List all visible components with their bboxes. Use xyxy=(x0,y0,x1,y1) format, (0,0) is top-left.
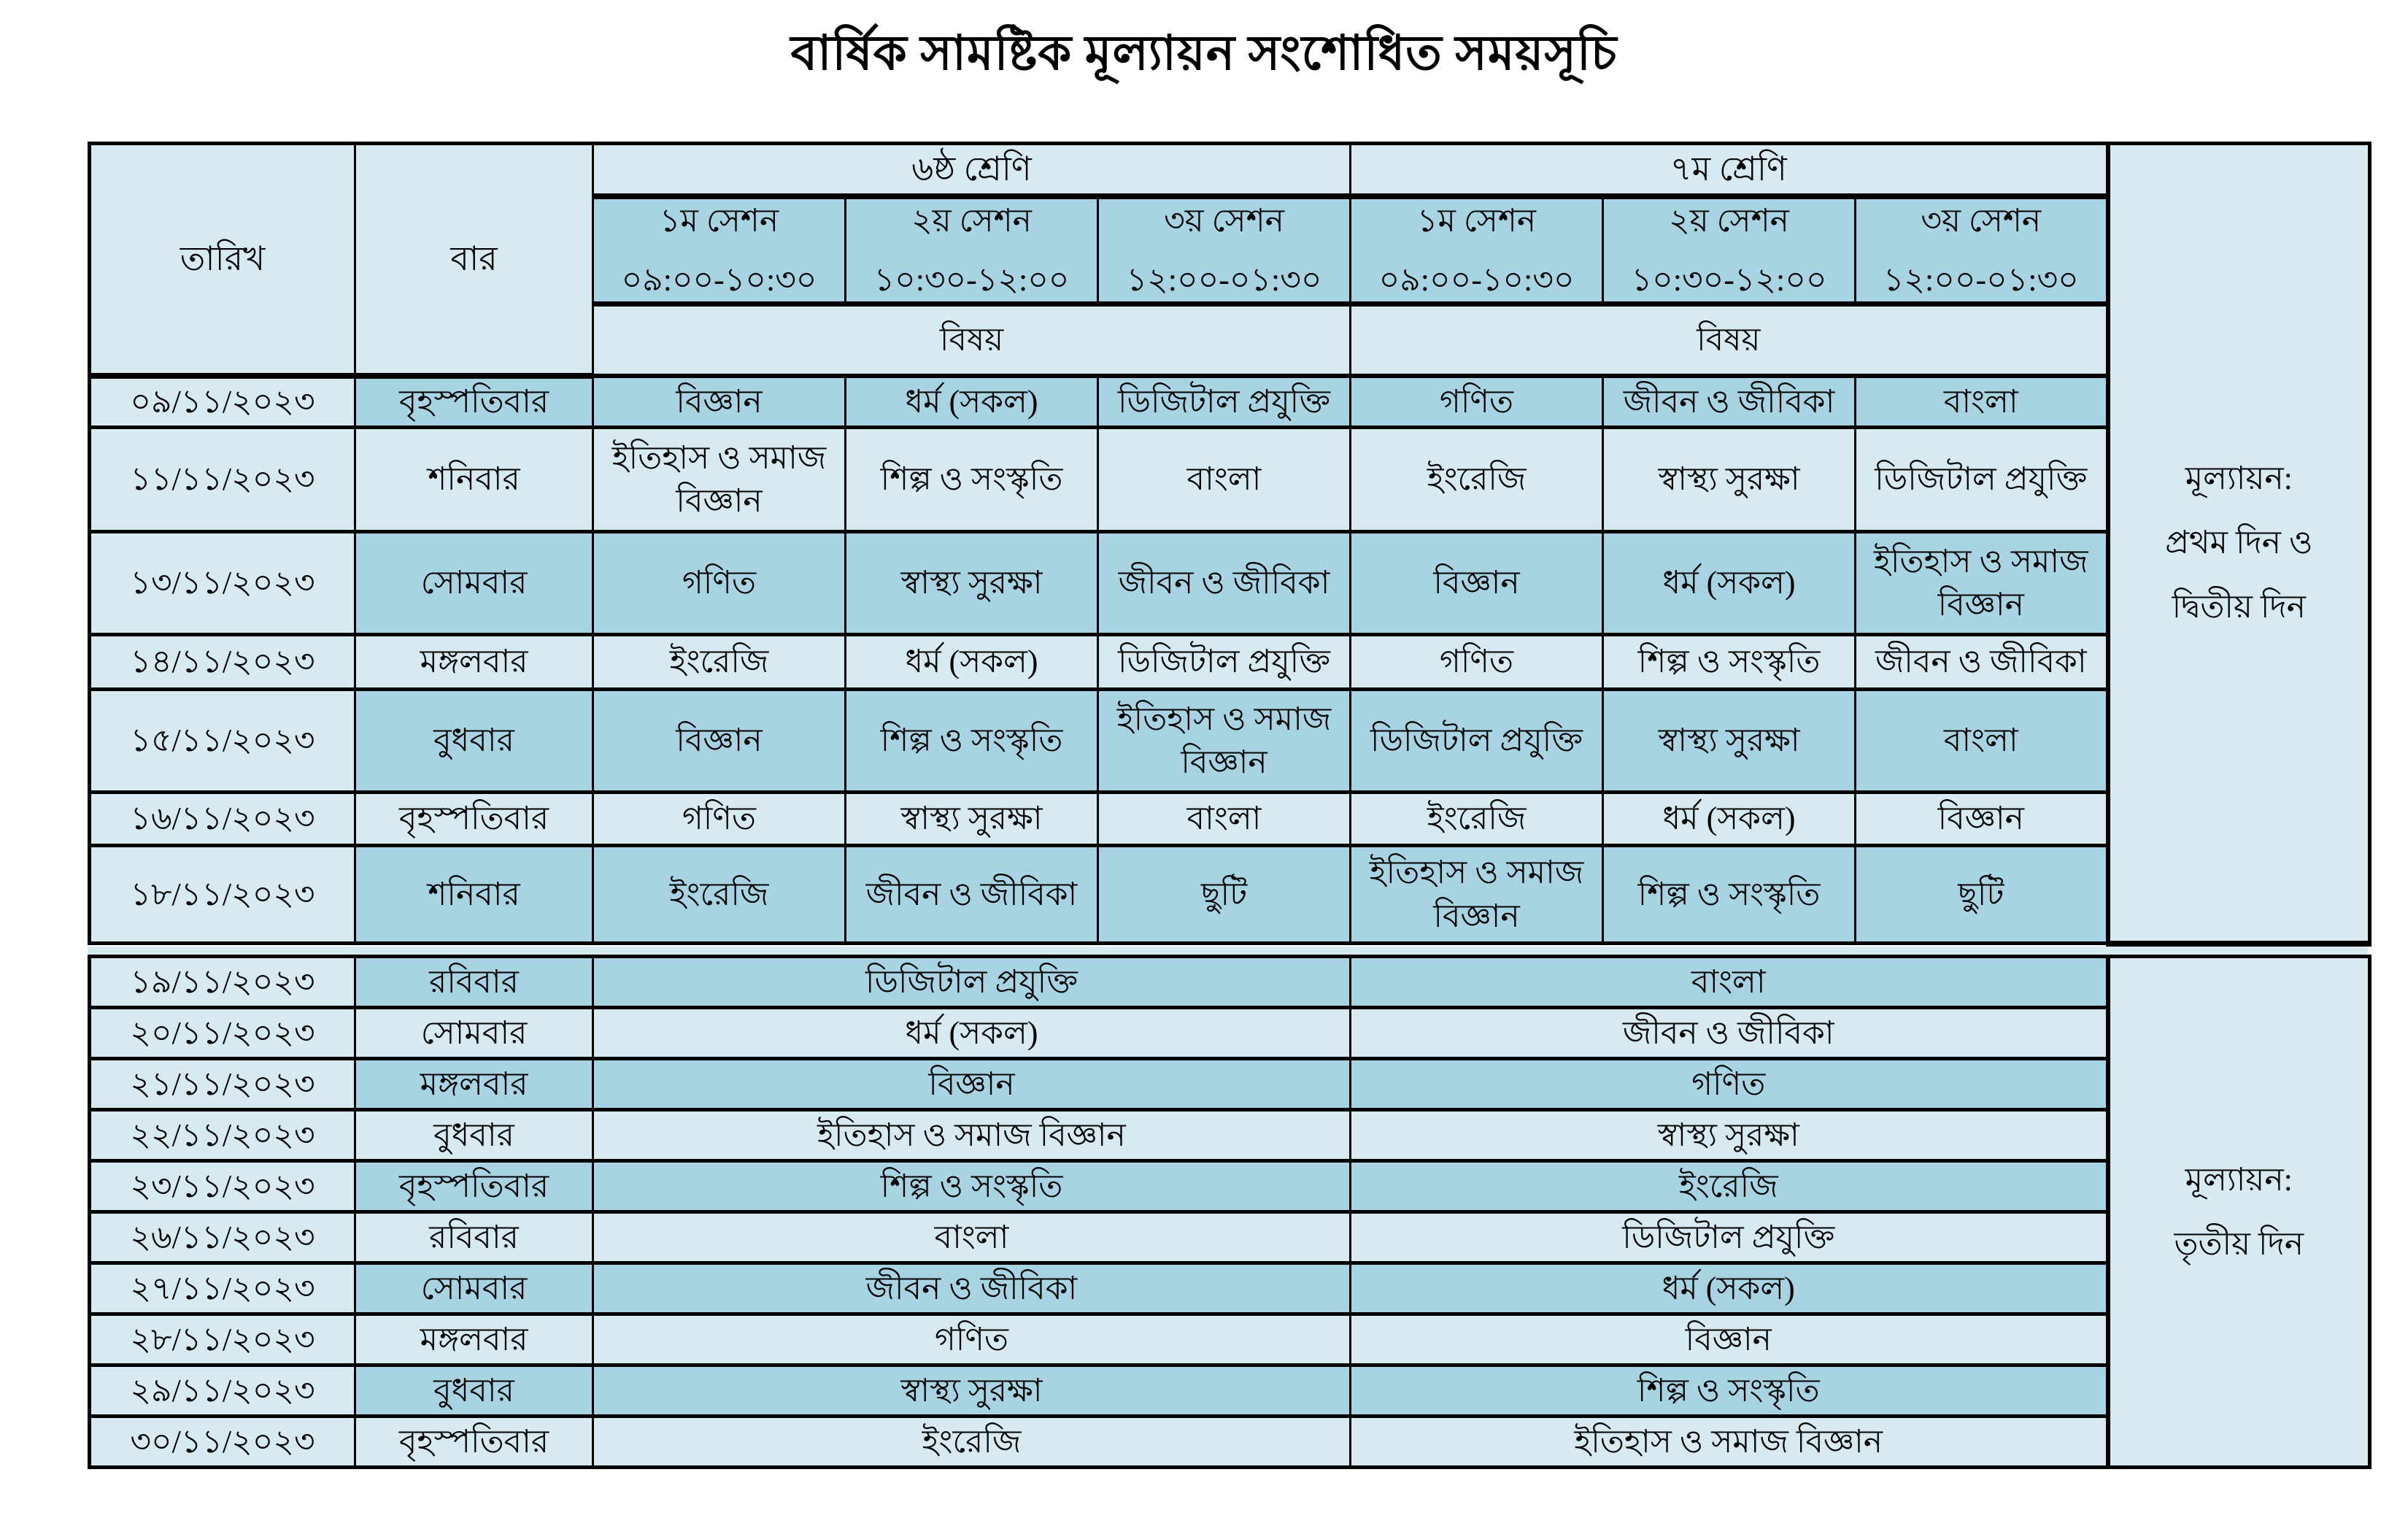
subject-cell-class6: বাংলা xyxy=(1098,428,1351,532)
day-cell: মঙ্গলবার xyxy=(355,1314,593,1365)
subject-cell-class6: গণিত xyxy=(593,532,846,635)
table-row xyxy=(90,1161,2370,1212)
session-name: ১ম সেশন xyxy=(659,203,779,239)
subject-cell-class6: ইতিহাস ও সমাজ বিজ্ঞান xyxy=(1098,690,1351,793)
subject-cell-class6: ডিজিটাল প্রযুক্তি xyxy=(1098,376,1351,428)
subject-cell-class6: বিজ্ঞান xyxy=(593,376,846,428)
subject-cell-class7: ইংরেজি xyxy=(1351,1161,2108,1212)
subject-cell-class7: শিল্প ও সংস্কৃতি xyxy=(1351,1365,2108,1417)
page-title: বার্ষিক সামষ্টিক মূল্যায়ন সংশোধিত সময়সূচি xyxy=(790,27,1618,80)
day-column-header: বার xyxy=(355,144,593,376)
day-cell: রবিবার xyxy=(355,1212,593,1263)
subject-cell-class7: গণিত xyxy=(1351,635,1603,690)
subject-cell-class6: ধর্ম (সকল) xyxy=(846,376,1098,428)
subject-cell-class7: ধর্ম (সকল) xyxy=(1603,532,1856,635)
session-time: ১০:৩০-১২:০০ xyxy=(873,262,1070,298)
subject-cell-class6: ইতিহাস ও সমাজ বিজ্ঞান xyxy=(593,428,846,532)
subject-cell-class7: জীবন ও জীবিকা xyxy=(1856,635,2108,690)
evaluation-note-line: মূল্যায়ন: xyxy=(2185,1161,2293,1198)
session-header xyxy=(1603,196,1856,304)
subject-cell-class6: স্বাস্থ্য সুরক্ষা xyxy=(846,793,1098,846)
day-cell: রবিবার xyxy=(355,957,593,1008)
subject-cell-class7: বিজ্ঞান xyxy=(1351,1314,2108,1365)
subject-cell-class6: শিল্প ও সংস্কৃতি xyxy=(846,690,1098,793)
session-name: ২য় সেশন xyxy=(911,203,1032,239)
subject-header-class7: বিষয় xyxy=(1351,304,2108,376)
subject-cell-class6: ইংরেজি xyxy=(593,635,846,690)
date-cell: ০৯/১১/২০২৩ xyxy=(90,376,355,428)
subject-cell-class6: ইতিহাস ও সমাজ বিজ্ঞান xyxy=(593,1110,1351,1161)
date-cell: ১৪/১১/২০২৩ xyxy=(90,635,355,690)
subject-cell-class7: বিজ্ঞান xyxy=(1856,793,2108,846)
schedule-table-third-day xyxy=(88,955,2372,1469)
subject-cell-class7: ডিজিটাল প্রযুক্তি xyxy=(1351,1212,2108,1263)
day-cell: বৃহস্পতিবার xyxy=(355,376,593,428)
subject-cell-class7: জীবন ও জীবিকা xyxy=(1351,1008,2108,1059)
subject-cell-class6: জীবন ও জীবিকা xyxy=(1098,532,1351,635)
date-cell: ১৩/১১/২০২৩ xyxy=(90,532,355,635)
subject-cell-class6: গণিত xyxy=(593,793,846,846)
date-cell: ১৯/১১/২০২৩ xyxy=(90,957,355,1008)
day-cell: বৃহস্পতিবার xyxy=(355,1417,593,1468)
day-cell: সোমবার xyxy=(355,1008,593,1059)
subject-cell-class7: স্বাস্থ্য সুরক্ষা xyxy=(1351,1110,2108,1161)
day-cell: বুধবার xyxy=(355,690,593,793)
day-cell: মঙ্গলবার xyxy=(355,635,593,690)
date-cell: ১১/১১/২০২৩ xyxy=(90,428,355,532)
subject-cell-class7: ছুটি xyxy=(1856,846,2108,944)
day-cell: সোমবার xyxy=(355,1263,593,1314)
evaluation-note-line: মূল্যায়ন: xyxy=(2185,460,2293,496)
table-row xyxy=(90,635,2370,690)
subject-cell-class6: শিল্প ও সংস্কৃতি xyxy=(593,1161,1351,1212)
session-time: ১২:০০-০১:৩০ xyxy=(1883,262,2079,298)
subject-cell-class7: ইংরেজি xyxy=(1351,793,1603,846)
table-row xyxy=(90,1365,2370,1417)
date-cell: ২৭/১১/২০২৩ xyxy=(90,1263,355,1314)
table-row xyxy=(90,1314,2370,1365)
day-cell: বৃহস্পতিবার xyxy=(355,793,593,846)
date-cell: ২৯/১১/২০২৩ xyxy=(90,1365,355,1417)
subject-cell-class6: বিজ্ঞান xyxy=(593,1059,1351,1110)
date-cell: ১৮/১১/২০২৩ xyxy=(90,846,355,944)
subject-cell-class6: স্বাস্থ্য সুরক্ষা xyxy=(846,532,1098,635)
class6-header: ৬ষ্ঠ শ্রেণি xyxy=(593,144,1351,197)
subject-cell-class7: বাংলা xyxy=(1856,376,2108,428)
subject-cell-class7: ইতিহাস ও সমাজ বিজ্ঞান xyxy=(1856,532,2108,635)
session-header xyxy=(846,196,1098,304)
session-header xyxy=(593,196,846,304)
session-time: ০৯:০০-১০:৩০ xyxy=(1378,262,1575,298)
table-row xyxy=(90,532,2370,635)
subject-cell-class7: ইতিহাস ও সমাজ বিজ্ঞান xyxy=(1351,846,1603,944)
table-row xyxy=(90,1263,2370,1314)
subject-cell-class7: ইংরেজি xyxy=(1351,428,1603,532)
session-time: ১২:০০-০১:৩০ xyxy=(1126,262,1322,298)
subject-cell-class7: ডিজিটাল প্রযুক্তি xyxy=(1351,690,1603,793)
subject-cell-class6: স্বাস্থ্য সুরক্ষা xyxy=(593,1365,1351,1417)
day-cell: শনিবার xyxy=(355,428,593,532)
subject-cell-class6: ধর্ম (সকল) xyxy=(846,635,1098,690)
table-row xyxy=(90,1059,2370,1110)
date-cell: ২২/১১/২০২৩ xyxy=(90,1110,355,1161)
subject-cell-class7: শিল্প ও সংস্কৃতি xyxy=(1603,846,1856,944)
table-row xyxy=(90,793,2370,846)
date-cell: ৩০/১১/২০২৩ xyxy=(90,1417,355,1468)
subject-cell-class7: গণিত xyxy=(1351,1059,2108,1110)
session-name: ৩য় সেশন xyxy=(1921,203,2042,239)
evaluation-note-line: দ্বিতীয় দিন xyxy=(2172,588,2306,625)
session-time: ০৯:০০-১০:৩০ xyxy=(621,262,817,298)
subject-cell-class6: ডিজিটাল প্রযুক্তি xyxy=(1098,635,1351,690)
evaluation-note-line: তৃতীয় দিন xyxy=(2174,1225,2304,1262)
table-row xyxy=(90,144,2370,197)
date-cell: ১৬/১১/২০২৩ xyxy=(90,793,355,846)
subject-cell-class6: ইংরেজি xyxy=(593,1417,1351,1468)
session-name: ১ম সেশন xyxy=(1416,203,1537,239)
subject-cell-class7: স্বাস্থ্য সুরক্ষা xyxy=(1603,428,1856,532)
subject-cell-class7: জীবন ও জীবিকা xyxy=(1603,376,1856,428)
subject-cell-class7: বাংলা xyxy=(1351,957,2108,1008)
table-row xyxy=(90,1110,2370,1161)
table-row xyxy=(90,957,2370,1008)
session-name: ৩য় সেশন xyxy=(1164,203,1284,239)
subject-cell-class7: ইতিহাস ও সমাজ বিজ্ঞান xyxy=(1351,1417,2108,1468)
date-cell: ২৬/১১/২০২৩ xyxy=(90,1212,355,1263)
table-row xyxy=(90,1417,2370,1468)
day-cell: বৃহস্পতিবার xyxy=(355,1161,593,1212)
table-row xyxy=(90,428,2370,532)
subject-cell-class7: বাংলা xyxy=(1856,690,2108,793)
evaluation-note xyxy=(2108,957,2370,1468)
date-cell: ২৮/১১/২০২৩ xyxy=(90,1314,355,1365)
table-row xyxy=(90,846,2370,944)
subject-cell-class7: শিল্প ও সংস্কৃতি xyxy=(1603,635,1856,690)
subject-cell-class7: বিজ্ঞান xyxy=(1351,532,1603,635)
day-cell: সোমবার xyxy=(355,532,593,635)
subject-cell-class7: ধর্ম (সকল) xyxy=(1351,1263,2108,1314)
session-time: ১০:৩০-১২:০০ xyxy=(1631,262,1827,298)
table-row xyxy=(90,690,2370,793)
session-header xyxy=(1856,196,2108,304)
class7-header: ৭ম শ্রেণি xyxy=(1351,144,2108,197)
subject-cell-class6: বাংলা xyxy=(1098,793,1351,846)
date-cell: ২০/১১/২০২৩ xyxy=(90,1008,355,1059)
date-column-header: তারিখ xyxy=(90,144,355,376)
subject-cell-class7: ডিজিটাল প্রযুক্তি xyxy=(1856,428,2108,532)
subject-cell-class6: ছুটি xyxy=(1098,846,1351,944)
subject-cell-class6: শিল্প ও সংস্কৃতি xyxy=(846,428,1098,532)
table-row xyxy=(90,376,2370,428)
date-cell: ২৩/১১/২০২৩ xyxy=(90,1161,355,1212)
subject-cell-class6: বিজ্ঞান xyxy=(593,690,846,793)
schedule-table-first-second-day xyxy=(88,142,2372,947)
subject-cell-class6: গণিত xyxy=(593,1314,1351,1365)
subject-cell-class6: জীবন ও জীবিকা xyxy=(593,1263,1351,1314)
day-cell: বুধবার xyxy=(355,1110,593,1161)
evaluation-note xyxy=(2108,144,2370,944)
subject-header-class6: বিষয় xyxy=(593,304,1351,376)
session-name: ২য় সেশন xyxy=(1669,203,1789,239)
session-header xyxy=(1351,196,1603,304)
day-cell: মঙ্গলবার xyxy=(355,1059,593,1110)
session-header xyxy=(1098,196,1351,304)
subject-cell-class6: ধর্ম (সকল) xyxy=(593,1008,1351,1059)
day-cell: বুধবার xyxy=(355,1365,593,1417)
subject-cell-class6: বাংলা xyxy=(593,1212,1351,1263)
subject-cell-class7: ধর্ম (সকল) xyxy=(1603,793,1856,846)
date-cell: ১৫/১১/২০২৩ xyxy=(90,690,355,793)
table-row xyxy=(90,1008,2370,1059)
subject-cell-class6: ডিজিটাল প্রযুক্তি xyxy=(593,957,1351,1008)
subject-cell-class7: স্বাস্থ্য সুরক্ষা xyxy=(1603,690,1856,793)
subject-cell-class6: জীবন ও জীবিকা xyxy=(846,846,1098,944)
evaluation-note-line: প্রথম দিন ও xyxy=(2165,524,2313,560)
date-cell: ২১/১১/২০২৩ xyxy=(90,1059,355,1110)
subject-cell-class7: গণিত xyxy=(1351,376,1603,428)
table-row xyxy=(90,1212,2370,1263)
subject-cell-class6: ইংরেজি xyxy=(593,846,846,944)
day-cell: শনিবার xyxy=(355,846,593,944)
